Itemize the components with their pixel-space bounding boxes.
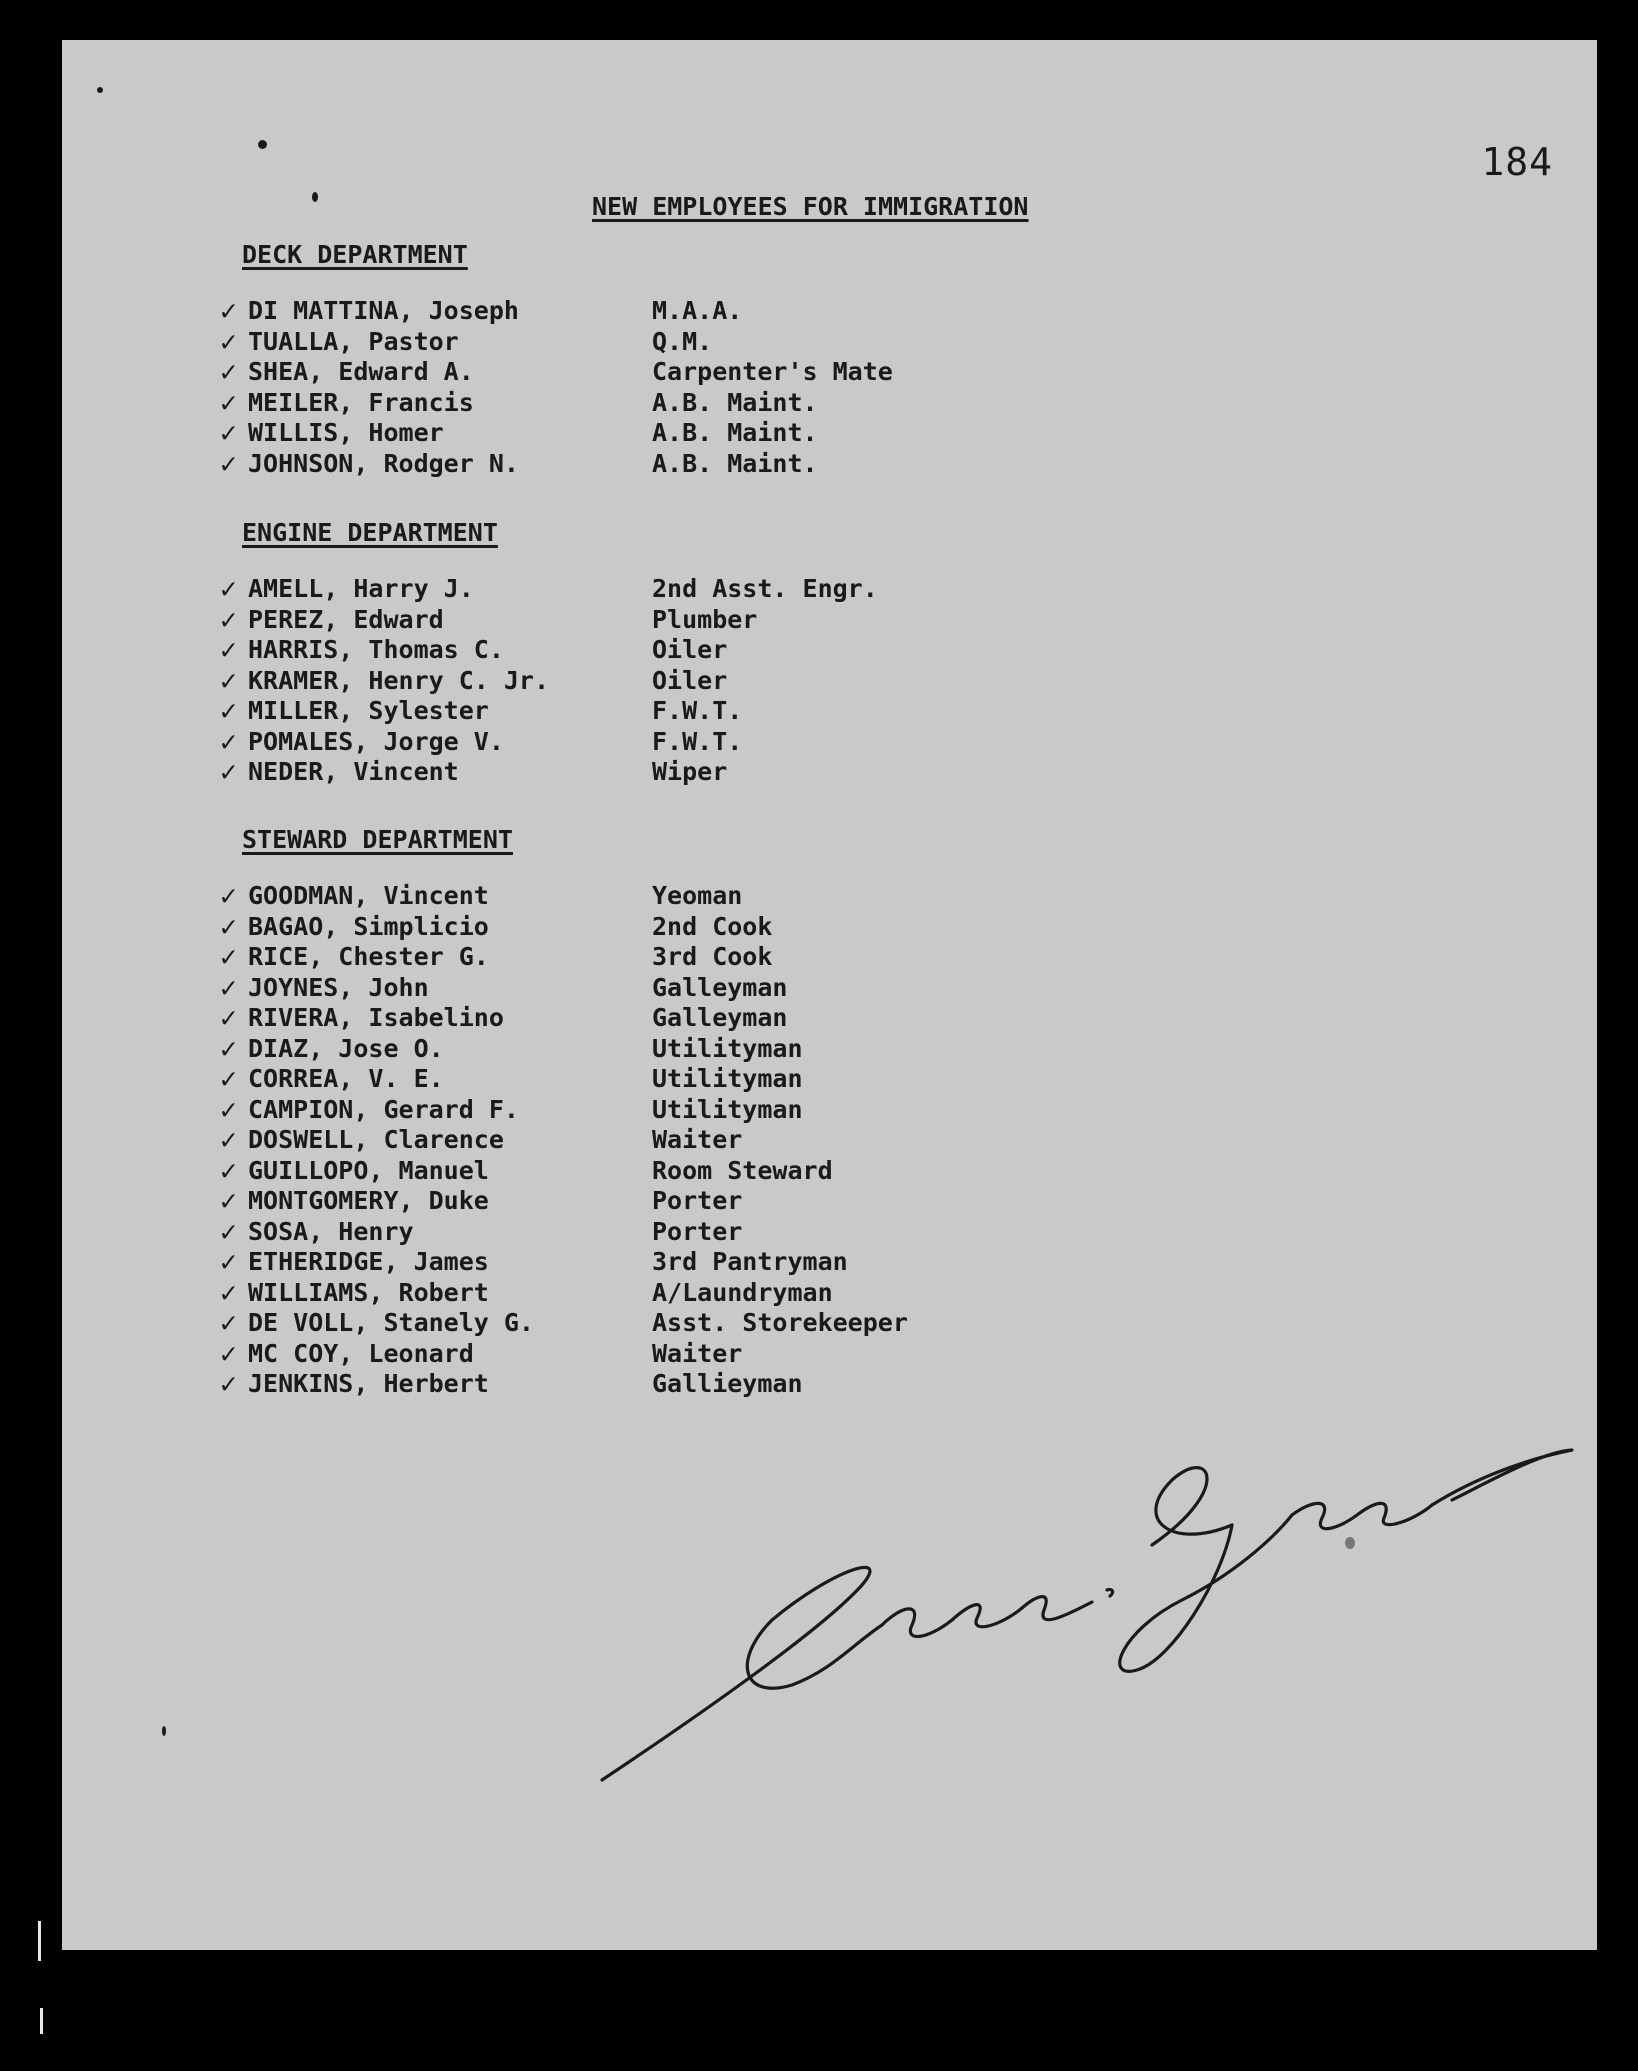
employee-name: SHEA, Edward A. — [248, 357, 474, 386]
check-mark: ✓ — [220, 1275, 237, 1309]
department-heading: ENGINE DEPARTMENT — [242, 518, 498, 547]
employee-position: F.W.T. — [652, 726, 743, 756]
employee-position: A/Laundryman — [652, 1277, 833, 1307]
employee-position: A.B. Maint. — [652, 448, 818, 478]
employee-position: 3rd Cook — [652, 942, 773, 971]
list-item — [220, 1214, 743, 1248]
employee-position: Q.M. — [652, 326, 713, 356]
employee-name: MEILER, Francis — [248, 387, 474, 417]
speck — [97, 87, 103, 93]
employee-position: 2nd Asst. Engr. — [652, 574, 878, 603]
employee-name: CORREA, V. E. — [248, 1064, 444, 1093]
check-mark: ✓ — [220, 385, 237, 419]
list-item — [220, 1123, 743, 1156]
department-heading: DECK DEPARTMENT — [242, 240, 468, 269]
check-mark: ✓ — [220, 416, 237, 449]
list-item — [220, 694, 743, 727]
list-item — [220, 1092, 803, 1126]
list-item — [220, 755, 728, 788]
list-item — [220, 940, 773, 973]
edge-mark — [38, 1921, 41, 1961]
check-mark: ✓ — [220, 879, 237, 912]
list-item — [220, 724, 743, 758]
employee-position: Yeoman — [652, 881, 743, 910]
employee-name: GUILLOPO, Manuel — [248, 1155, 489, 1185]
list-item — [220, 602, 758, 636]
check-mark: ✓ — [220, 446, 237, 480]
check-mark: ✓ — [220, 755, 237, 788]
list-item — [220, 1306, 908, 1339]
list-item — [220, 970, 788, 1004]
employee-name: AMELL, Harry J. — [248, 574, 474, 603]
employee-position: Galleyman — [652, 972, 788, 1002]
employee-name: JOHNSON, Rodger N. — [248, 448, 519, 478]
list-item — [220, 663, 728, 697]
check-mark: ✓ — [220, 1123, 237, 1156]
list-item — [220, 446, 818, 480]
check-mark: ✓ — [220, 633, 237, 666]
employee-position: Room Steward — [652, 1155, 833, 1185]
document-page — [62, 40, 1597, 1950]
employee-name: RICE, Chester G. — [248, 942, 489, 971]
employee-position: Plumber — [652, 604, 758, 634]
check-mark: ✓ — [220, 1214, 237, 1248]
employee-name: MILLER, Sylester — [248, 696, 489, 725]
list-item — [220, 294, 743, 327]
employee-name: WILLIS, Homer — [248, 418, 444, 447]
employee-name: HARRIS, Thomas C. — [248, 635, 504, 664]
page-number: 184 — [1481, 140, 1553, 184]
employee-name: ETHERIDGE, James — [248, 1247, 489, 1276]
employee-name: NEDER, Vincent — [248, 757, 459, 786]
list-item — [220, 1184, 743, 1217]
employee-position: Porter — [652, 1216, 743, 1246]
check-mark: ✓ — [220, 572, 237, 605]
employee-position: 2nd Cook — [652, 911, 773, 941]
document-title: NEW EMPLOYEES FOR IMMIGRATION — [592, 192, 1029, 221]
engine-department — [220, 518, 878, 788]
employee-name: JENKINS, Herbert — [248, 1369, 489, 1398]
check-mark: ✓ — [220, 724, 237, 758]
department-heading: STEWARD DEPARTMENT — [242, 825, 513, 854]
employee-position: Gallieyman — [652, 1369, 803, 1398]
check-mark: ✓ — [220, 1367, 237, 1400]
employee-position: 3rd Pantryman — [652, 1247, 848, 1276]
employee-position: A.B. Maint. — [652, 418, 818, 447]
employee-position: Oiler — [652, 635, 728, 664]
employee-name: MC COY, Leonard — [248, 1338, 474, 1368]
signature-image — [532, 1340, 1592, 1820]
list-item — [220, 1031, 803, 1065]
list-item — [220, 1062, 803, 1095]
check-mark: ✓ — [220, 1306, 237, 1339]
employee-list — [220, 879, 908, 1400]
check-mark: ✓ — [220, 602, 237, 636]
employee-list — [220, 572, 878, 788]
check-mark: ✓ — [220, 940, 237, 973]
employee-position: F.W.T. — [652, 696, 743, 725]
check-mark: ✓ — [220, 1245, 237, 1278]
employee-position: Porter — [652, 1186, 743, 1215]
check-mark: ✓ — [220, 1031, 237, 1065]
list-item — [220, 1275, 833, 1309]
employee-name: KRAMER, Henry C. Jr. — [248, 665, 550, 695]
check-mark: ✓ — [220, 1184, 237, 1217]
employee-position: Waiter — [652, 1338, 743, 1368]
employee-name: RIVERA, Isabelino — [248, 1003, 504, 1032]
deck-department — [220, 240, 893, 480]
list-item — [220, 324, 713, 358]
list-item — [220, 633, 728, 666]
employee-name: BAGAO, Simplicio — [248, 911, 489, 941]
employee-position: M.A.A. — [652, 296, 743, 325]
employee-position: Galleyman — [652, 1003, 788, 1032]
check-mark: ✓ — [220, 1001, 237, 1034]
check-mark: ✓ — [220, 1336, 237, 1370]
employee-list — [220, 294, 893, 480]
employee-name: WILLIAMS, Robert — [248, 1277, 489, 1307]
list-item — [220, 879, 743, 912]
list-item — [220, 1367, 803, 1400]
employee-name: SOSA, Henry — [248, 1216, 414, 1246]
employee-position: Wiper — [652, 757, 728, 786]
employee-name: DE VOLL, Stanely G. — [248, 1308, 534, 1337]
list-item — [220, 385, 818, 419]
employee-name: JOYNES, John — [248, 972, 429, 1002]
employee-name: DOSWELL, Clarence — [248, 1125, 504, 1154]
employee-name: TUALLA, Pastor — [248, 326, 459, 356]
speck — [162, 1726, 166, 1736]
check-mark: ✓ — [220, 1092, 237, 1126]
employee-position: Utilityman — [652, 1094, 803, 1124]
steward-department — [220, 825, 908, 1400]
employee-name: PEREZ, Edward — [248, 604, 444, 634]
employee-name: DIAZ, Jose O. — [248, 1033, 444, 1063]
employee-position: Utilityman — [652, 1033, 803, 1063]
check-mark: ✓ — [220, 1062, 237, 1095]
list-item — [220, 1153, 833, 1187]
check-mark: ✓ — [220, 355, 237, 388]
list-item — [220, 1001, 788, 1034]
employee-name: DI MATTINA, Joseph — [248, 296, 519, 325]
speck — [258, 140, 267, 149]
employee-position: A.B. Maint. — [652, 387, 818, 417]
check-mark: ✓ — [220, 663, 237, 697]
employee-name: GOODMAN, Vincent — [248, 881, 489, 910]
check-mark: ✓ — [220, 294, 237, 327]
employee-name: POMALES, Jorge V. — [248, 726, 504, 756]
employee-position: Asst. Storekeeper — [652, 1308, 908, 1337]
edge-mark — [40, 2008, 43, 2034]
check-mark: ✓ — [220, 324, 237, 358]
employee-position: Waiter — [652, 1125, 743, 1154]
list-item — [220, 1336, 743, 1370]
list-item — [220, 909, 773, 943]
employee-position: Oiler — [652, 665, 728, 695]
check-mark: ✓ — [220, 1153, 237, 1187]
check-mark: ✓ — [220, 694, 237, 727]
employee-position: Carpenter's Mate — [652, 357, 893, 386]
list-item — [220, 572, 878, 605]
employee-name: CAMPION, Gerard F. — [248, 1094, 519, 1124]
list-item — [220, 355, 893, 388]
speck — [312, 192, 318, 202]
check-mark: ✓ — [220, 970, 237, 1004]
list-item — [220, 416, 818, 449]
employee-position: Utilityman — [652, 1064, 803, 1093]
speck — [1345, 1537, 1355, 1549]
list-item — [220, 1245, 848, 1278]
check-mark: ✓ — [220, 909, 237, 943]
employee-name: MONTGOMERY, Duke — [248, 1186, 489, 1215]
